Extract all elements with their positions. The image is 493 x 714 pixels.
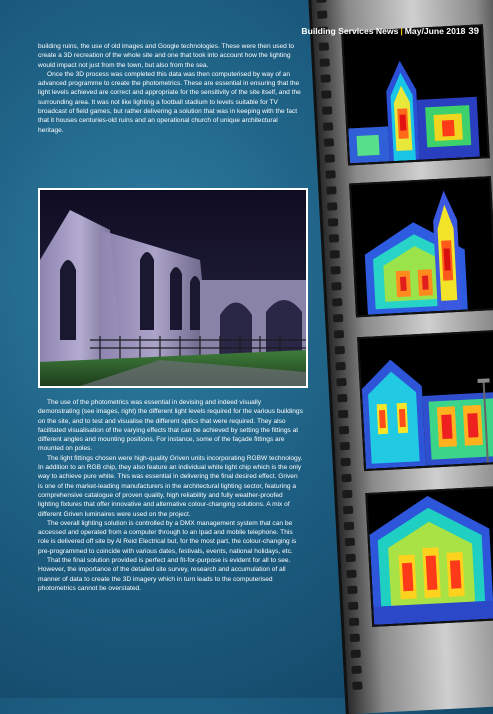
illuminated-ruins-photo xyxy=(38,188,308,388)
article-text-bottom xyxy=(38,398,304,593)
header-separator: | xyxy=(400,26,403,36)
paragraph: The use of the photometrics was essential in devising and indeed visually demonstrating (see images, right) the different light levels required for the various buildings on the site, and to test and visualise the different optics that were required. They also facilitated visualisation of the varying effects that can be achieved by setting the fittings at different angles and mounting positions. For instance, some of the façade fittings are mounted on poles. xyxy=(38,399,303,453)
article-text-top xyxy=(38,42,304,135)
page-number: 39 xyxy=(468,26,479,37)
photometric-render-3 xyxy=(357,330,493,471)
photometric-render-2 xyxy=(349,176,493,317)
paragraph: That the final solution provided is perfect and fit-for-purpose is evident for all to see. However, the importance of the detailed site survey, research and accumulation of all manner of data to create the 3D imagery which in turn leads to the computerised photometrics cannot be overstated. xyxy=(38,557,291,592)
paragraph: The light fittings chosen were high-quality Griven units incorporating RGBW technology. In addition to an RGB chip, they also feature an individual white light chip which is the only way to achieve pure white. This was essential in delivering the final desired effect. Griven is one of the market-leading manufacturers in the architectural lighting sector, featuring a comprehensive catalogue of proven quality, high reliability and fully weather-proofed lighting fixtures that offer innovative and alternative colour-changing solutions. A mix of different Griven luminaires were used on the project. xyxy=(38,454,303,518)
photometric-render-4 xyxy=(365,486,493,627)
paragraph: Once the 3D process was completed this data was then computerised by way of an advanced programme to create the photometrics. These are essential in ensuring that the light levels achieved are correct and appropriate for the sensitivity of the site itself, and the surrounding area. It was not like lighting a football stadium to levels suitable for TV broadcast of field games, but rather delivering a solution that was in keeping with the fact that it houses centuries-old ruins and an operational church of unique architectural heritage. xyxy=(38,70,301,134)
page-header xyxy=(301,26,479,37)
paragraph: building ruins, the use of old images and Google technologies. These were then used to create a 3D recreation of the whole site and one that took into account how the lighting would impact not just from the town, but also from the sea. xyxy=(38,43,295,69)
paragraph: The overall lighting solution is controlled by a DMX management system that can be accessed and operated from a computer through to an Ipad and mobile telephone. This role is delivered off site by Al Reid Electrical but, for the most part, the colour-changing is pre-programmed to coincide with various dates, festivals, events, national holidays, etc. xyxy=(38,519,297,555)
publication-name: Building Services News xyxy=(301,26,399,36)
photometric-render-1 xyxy=(341,24,490,165)
film-strip xyxy=(308,0,493,714)
issue-date: May/June 2018 xyxy=(404,26,466,36)
